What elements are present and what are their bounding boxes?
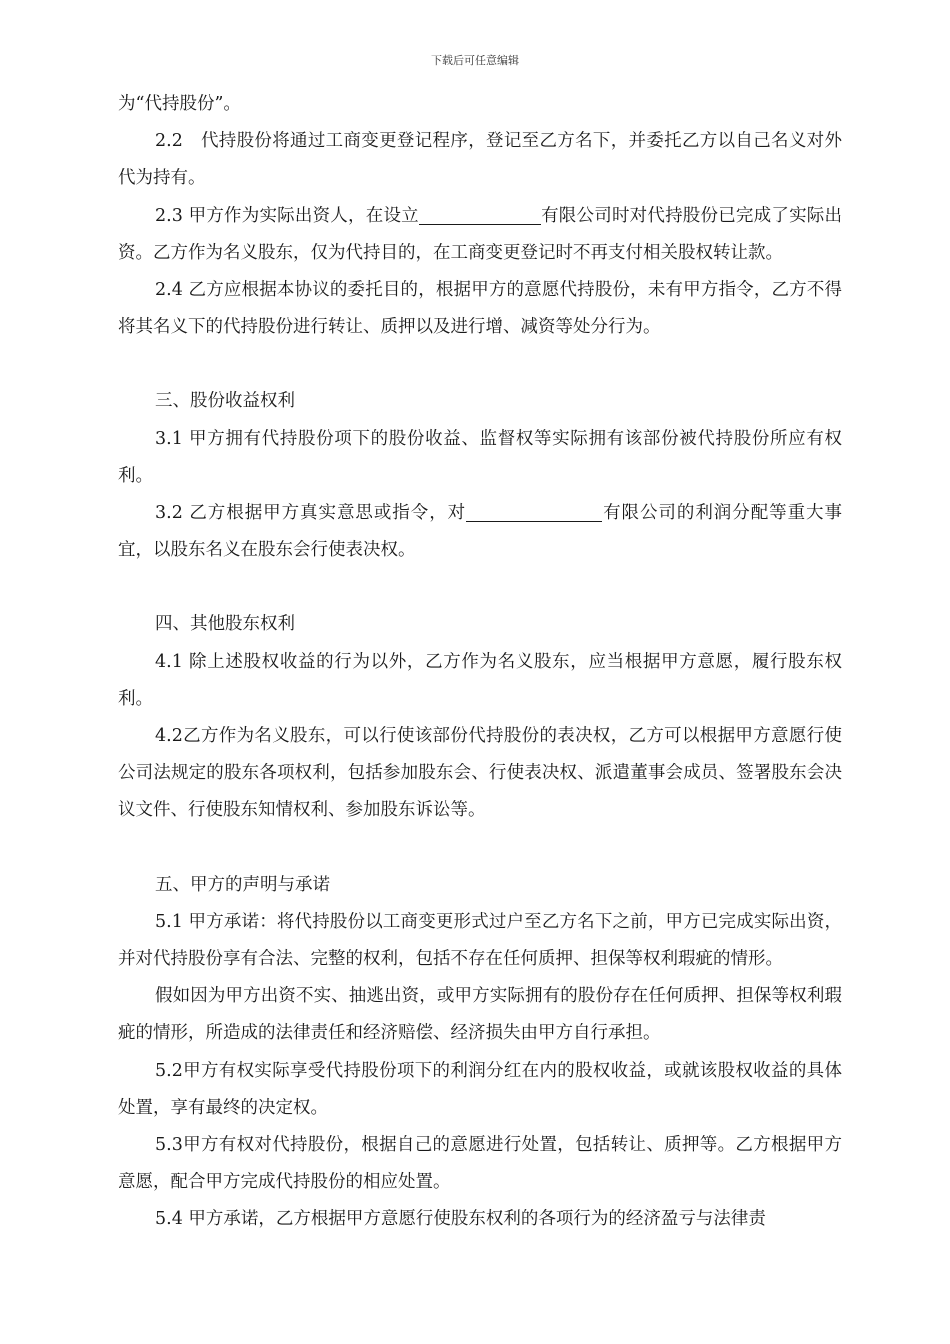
clause-2-4: 2.4 乙方应根据本协议的委托目的，根据甲方的意愿代持股份，未有甲方指令，乙方不得将其名义下的代持股份进行转让、质押以及进行增、减资等处分行为。 [118, 280, 842, 338]
section-gap [118, 830, 842, 867]
clause-3-2-part2: 有限公司的利润分配等重大事宜，以股东名义在股东会行使表决权。 [118, 503, 842, 561]
clause-3-2-part1: 3.2 乙方根据甲方真实意思或指令，对 [155, 503, 467, 524]
clause-3-1: 3.1 甲方拥有代持股份项下的股份收益、监督权等实际拥有该部份被代持股份所应有权利。 [118, 428, 842, 486]
section-heading-3: 三、股份收益权利 [155, 391, 295, 412]
clause-3-2 [118, 495, 842, 569]
clause-4-1: 4.1 除上述股权收益的行为以外，乙方作为名义股东，应当根据甲方意愿，履行股东权利。 [118, 651, 842, 709]
section-heading-5: 五、甲方的声明与承诺 [155, 874, 330, 895]
clause-2-2: 2.2 代持股份将通过工商变更登记程序，登记至乙方名下，并委托乙方以自己名义对外代为持有。 [118, 131, 842, 189]
clause-4-2: 4.2乙方作为名义股东，可以行使该部份代持股份的表决权，乙方可以根据甲方意愿行使公司法规定的股东各项权利，包括参加股东会、行使表决权、派遣董事会成员、签署股东会决议文件、行使股东知情权利、参加股东诉讼等。 [118, 726, 842, 821]
page-header: 下载后可任意编辑 [431, 54, 519, 67]
clause-5-3: 5.3甲方有权对代持股份，根据自己的意愿进行处置，包括转让、质押等。乙方根据甲方意愿，配合甲方完成代持股份的相应处置。 [118, 1135, 842, 1193]
clause-5-1-supplement: 假如因为甲方出资不实、抽逃出资，或甲方实际拥有的股份存在任何质押、担保等权利瑕疵的情形，所造成的法律责任和经济赔偿、经济损失由甲方自行承担。 [118, 986, 842, 1044]
clause-2-3-part1: 2.3 甲方作为实际出资人，在设立 [155, 205, 419, 226]
section-heading-4: 四、其他股东权利 [155, 614, 295, 635]
clause-5-4: 5.4 甲方承诺，乙方根据甲方意愿行使股东权利的各项行为的经济盈亏与法律责 [155, 1209, 766, 1230]
clause-5-1: 5.1 甲方承诺：将代持股份以工商变更形式过户至乙方名下之前，甲方已完成实际出资，并对代持股份享有合法、完整的权利，包括不存在任何质押、担保等权利瑕疵的情形。 [118, 911, 842, 970]
section-gap [118, 569, 842, 606]
clause-2-3-part2: 有限公司时对代持股份已完成了实际出资。乙方作为名义股东，仅为代持目的，在工商变更登记时不再支付相关股权转让款。 [118, 205, 842, 263]
document-body [118, 86, 842, 1239]
clause-2-3 [118, 198, 842, 272]
clause-5-2: 5.2甲方有权实际享受代持股份项下的利润分红在内的股权收益，或就该股权收益的具体处置，享有最终的决定权。 [118, 1060, 842, 1118]
section-gap [118, 346, 842, 383]
paragraph-continued: 为“代持股份”。 [118, 94, 241, 114]
company-name-blank[interactable] [419, 202, 541, 225]
company-name-blank-2[interactable] [466, 499, 602, 522]
